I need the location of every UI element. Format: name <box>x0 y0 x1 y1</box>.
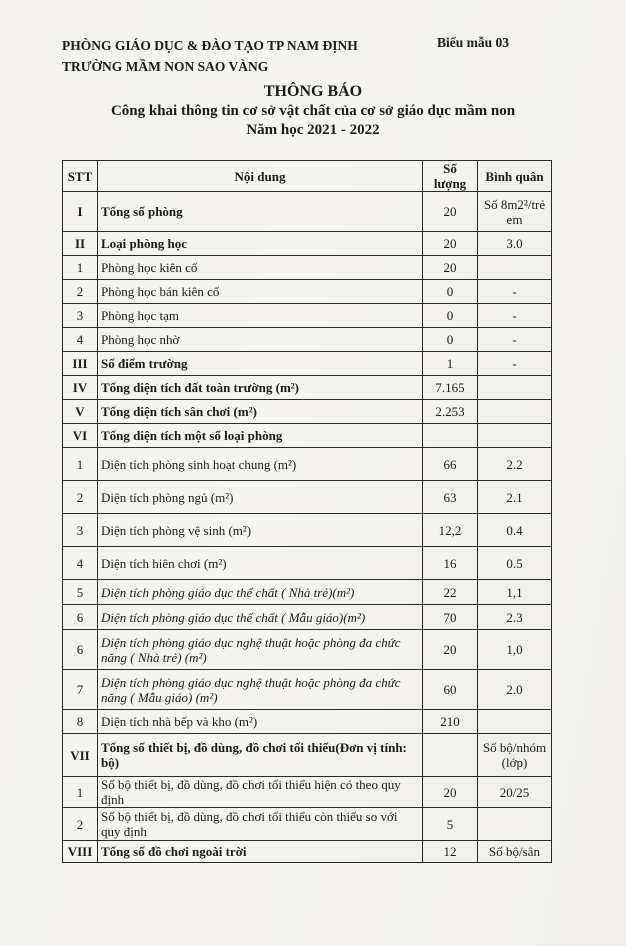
notice-title: THÔNG BÁO <box>263 83 363 100</box>
row-stt: II <box>63 232 98 256</box>
department-name: PHÒNG GIÁO DỤC & ĐÀO TẠO TP NAM ĐỊNH <box>62 38 358 53</box>
notice-title-block <box>0 82 626 140</box>
table-row <box>63 448 552 481</box>
table-row <box>63 352 552 376</box>
row-average: 0.4 <box>478 514 552 547</box>
row-average: Số bộ/nhóm (lớp) <box>478 734 552 777</box>
row-average <box>478 808 552 841</box>
row-average: 1,0 <box>478 630 552 670</box>
table-row <box>63 670 552 710</box>
notice-subtitle: Công khai thông tin cơ sở vật chất của cơ sở giáo dục mầm non <box>110 103 516 119</box>
facilities-table <box>62 160 552 863</box>
row-average: 3.0 <box>478 232 552 256</box>
row-content: Diện tích phòng giáo dục nghệ thuật hoặc phòng đa chức năng ( Mẫu giáo) (m²) <box>98 670 423 710</box>
row-content: Phòng học bán kiên cố <box>98 280 423 304</box>
row-content: Phòng học tạm <box>98 304 423 328</box>
row-stt: 5 <box>63 580 98 605</box>
row-content: Tổng số thiết bị, đồ dùng, đồ chơi tối thiểu(Đơn vị tính: bộ) <box>98 734 423 777</box>
row-stt: 4 <box>63 328 98 352</box>
row-quantity: 22 <box>423 580 478 605</box>
row-stt: VII <box>63 734 98 777</box>
row-content: Diện tích phòng vệ sinh (m²) <box>98 514 423 547</box>
row-average: 0.5 <box>478 547 552 580</box>
row-stt: 6 <box>63 605 98 630</box>
table-header-row <box>63 161 552 192</box>
table-row <box>63 808 552 841</box>
row-stt: IV <box>63 376 98 400</box>
row-quantity: 210 <box>423 710 478 734</box>
header-average: Bình quân <box>478 161 552 192</box>
row-quantity: 20 <box>423 630 478 670</box>
row-content: Diện tích hiên chơi (m²) <box>98 547 423 580</box>
row-content: Diện tích phòng sinh hoạt chung (m²) <box>98 448 423 481</box>
row-quantity: 63 <box>423 481 478 514</box>
row-content: Số bộ thiết bị, đồ dùng, đồ chơi tối thiểu còn thiếu so với quy định <box>98 808 423 841</box>
row-average: 1,1 <box>478 580 552 605</box>
row-content: Diện tích phòng giáo dục thể chất ( Mẫu giáo)(m²) <box>98 605 423 630</box>
table-row <box>63 328 552 352</box>
table-row <box>63 400 552 424</box>
row-stt: VI <box>63 424 98 448</box>
row-stt: VIII <box>63 841 98 863</box>
row-stt: 2 <box>63 481 98 514</box>
row-stt: 1 <box>63 777 98 808</box>
table-row <box>63 547 552 580</box>
row-stt: 7 <box>63 670 98 710</box>
row-quantity: 0 <box>423 328 478 352</box>
row-stt: 1 <box>63 256 98 280</box>
row-stt: 8 <box>63 710 98 734</box>
row-quantity: 0 <box>423 304 478 328</box>
header-stt: STT <box>63 161 98 192</box>
row-quantity: 70 <box>423 605 478 630</box>
row-stt: I <box>63 192 98 232</box>
row-average <box>478 424 552 448</box>
row-quantity: 0 <box>423 280 478 304</box>
header-content: Nội dung <box>98 161 423 192</box>
school-name: TRƯỜNG MẦM NON SAO VÀNG <box>62 59 269 74</box>
row-average <box>478 400 552 424</box>
row-content: Tổng diện tích một số loại phòng <box>98 424 423 448</box>
header-left <box>62 35 358 77</box>
row-stt: 2 <box>63 808 98 841</box>
form-label: Biểu mẫu 03 <box>437 35 510 50</box>
header-quantity: Số lượng <box>423 161 478 192</box>
row-average: 2.0 <box>478 670 552 710</box>
table-row <box>63 710 552 734</box>
row-quantity: 20 <box>423 777 478 808</box>
row-content: Phòng học nhờ <box>98 328 423 352</box>
row-quantity: 5 <box>423 808 478 841</box>
row-stt: 3 <box>63 304 98 328</box>
row-average: - <box>478 304 552 328</box>
row-average <box>478 376 552 400</box>
row-quantity: 2.253 <box>423 400 478 424</box>
row-content: Diện tích phòng ngủ (m²) <box>98 481 423 514</box>
row-stt: 1 <box>63 448 98 481</box>
table-row <box>63 841 552 863</box>
row-quantity: 20 <box>423 232 478 256</box>
row-content: Số điểm trường <box>98 352 423 376</box>
row-stt: V <box>63 400 98 424</box>
row-quantity: 20 <box>423 256 478 280</box>
row-quantity: 20 <box>423 192 478 232</box>
row-content: Tổng diện tích đất toàn trường (m²) <box>98 376 423 400</box>
row-stt: 4 <box>63 547 98 580</box>
table-row <box>63 514 552 547</box>
table-row <box>63 424 552 448</box>
table-row <box>63 630 552 670</box>
row-content: Diện tích phòng giáo dục thể chất ( Nhà trẻ)(m²) <box>98 580 423 605</box>
row-average: Số 8m2²/trẻ em <box>478 192 552 232</box>
row-quantity <box>423 734 478 777</box>
table-row <box>63 605 552 630</box>
table-row <box>63 376 552 400</box>
row-content: Phòng học kiên cố <box>98 256 423 280</box>
row-average: 2.1 <box>478 481 552 514</box>
table-row <box>63 192 552 232</box>
row-average: - <box>478 280 552 304</box>
row-quantity: 16 <box>423 547 478 580</box>
row-quantity: 12,2 <box>423 514 478 547</box>
table-row <box>63 734 552 777</box>
row-average: 2.3 <box>478 605 552 630</box>
row-stt: III <box>63 352 98 376</box>
row-content: Loại phòng học <box>98 232 423 256</box>
row-content: Tổng số phòng <box>98 192 423 232</box>
row-stt: 2 <box>63 280 98 304</box>
row-content: Tổng số đồ chơi ngoài trời <box>98 841 423 863</box>
row-quantity <box>423 424 478 448</box>
row-average: 2.2 <box>478 448 552 481</box>
table-row <box>63 777 552 808</box>
row-average: - <box>478 352 552 376</box>
row-quantity: 66 <box>423 448 478 481</box>
row-content: Số bộ thiết bị, đồ dùng, đồ chơi tối thiểu hiện có theo quy định <box>98 777 423 808</box>
row-stt: 3 <box>63 514 98 547</box>
row-average <box>478 710 552 734</box>
row-content: Diện tích nhà bếp và kho (m²) <box>98 710 423 734</box>
row-content: Tổng diện tích sân chơi (m²) <box>98 400 423 424</box>
row-average: Số bộ/sân <box>478 841 552 863</box>
table-row <box>63 481 552 514</box>
row-average <box>478 256 552 280</box>
table-row <box>63 280 552 304</box>
table-row <box>63 580 552 605</box>
row-quantity: 12 <box>423 841 478 863</box>
school-year: Năm học 2021 - 2022 <box>246 122 380 138</box>
table-row <box>63 256 552 280</box>
row-stt: 6 <box>63 630 98 670</box>
table-row <box>63 232 552 256</box>
row-average: - <box>478 328 552 352</box>
table-row <box>63 304 552 328</box>
row-quantity: 60 <box>423 670 478 710</box>
row-average: 20/25 <box>478 777 552 808</box>
row-content: Diện tích phòng giáo dục nghệ thuật hoặc phòng đa chức năng ( Nhà trẻ) (m²) <box>98 630 423 670</box>
table-body <box>63 192 552 863</box>
row-quantity: 1 <box>423 352 478 376</box>
row-quantity: 7.165 <box>423 376 478 400</box>
